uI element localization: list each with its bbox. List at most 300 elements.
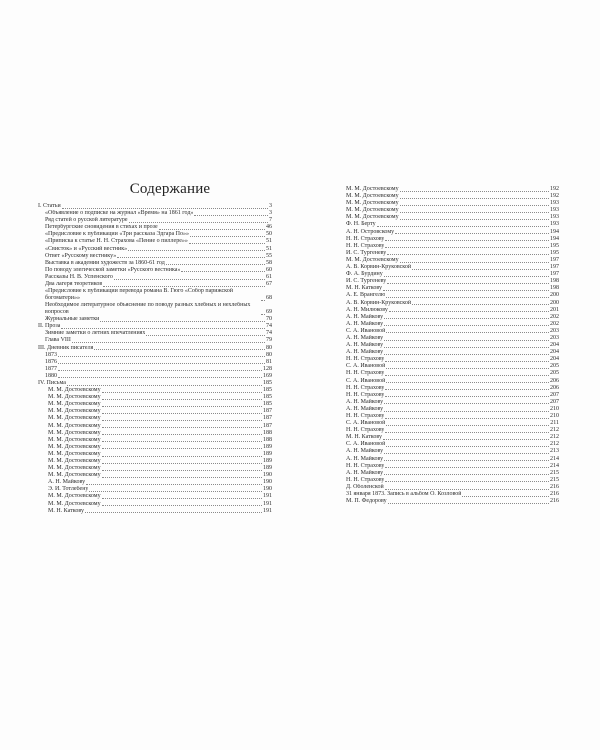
toc-dot-leader [128,249,265,251]
toc-dot-leader [400,218,549,220]
toc-dot-leader [385,395,549,397]
toc-dot-leader [166,263,265,265]
toc-dot-leader [384,473,549,475]
toc-entry-page: 70 [266,316,272,323]
toc-entry-page: 128 [263,365,272,372]
toc-entry-page: 210 [550,405,559,412]
toc-entry [38,288,272,302]
toc-dot-leader [385,466,549,468]
toc-entry-title: «Предисловие к публикации перевода романа В. Гюго «Собор парижской богоматери»» [45,288,233,302]
toc-entry-page: 204 [550,349,559,356]
toc-entry [38,231,272,238]
toc-entry-title: Н. Н. Страхову [346,242,385,249]
toc-entry-page: 197 [550,256,559,263]
toc-entry [38,479,272,486]
toc-dot-leader [386,381,549,383]
toc-entry [336,186,559,193]
toc-entry [38,281,272,288]
toc-entry-title: А. В. Корвин-Круковской [346,264,412,271]
toc-dot-leader [86,483,262,485]
toc-dot-leader [386,424,549,426]
toc-entry [336,214,559,221]
toc-dot-leader [412,268,549,270]
toc-entry [38,316,272,323]
toc-dot-leader [400,190,549,192]
toc-entry-page: 58 [266,259,272,266]
toc-entry [336,250,559,257]
toc-dot-leader [261,299,265,301]
toc-entry-title: 1876 [45,358,57,365]
toc-entry-page: 210 [550,413,559,419]
toc-entry-title: Э. И. Тотлебену [48,486,89,493]
toc-entry-page: 67 [266,281,272,288]
toc-entry-page: 206 [550,377,559,384]
toc-entry-title: Н. Н. Страхову [346,413,385,419]
toc-entry-title: «Приписка к статье Н. Н. Страхова «Пение о пиллере»» [45,238,188,245]
toc-dot-leader [389,310,549,312]
toc-dot-leader [386,367,549,369]
toc-entry [336,448,559,455]
toc-dot-leader [384,275,549,277]
toc-entry-title: Выставка в академии художеств за 1860-61 год [45,259,165,266]
toc-dot-leader [385,239,549,241]
toc-dot-leader [102,433,262,435]
toc-entry-page: 7 [269,217,272,224]
toc-entry [38,359,272,366]
toc-entry-title: А. Н. Майкову [346,320,384,327]
toc-entry-page: 202 [550,313,559,320]
toc-entry-title: М. М. Достоевскому [48,401,101,408]
toc-entry-title: М. М. Достоевскому [346,186,399,192]
toc-entry [38,274,272,281]
toc-dot-leader [383,289,549,291]
toc-dot-leader [384,339,549,341]
toc-entry-page: 61 [266,273,272,280]
toc-dot-leader [384,410,549,412]
toc-entry-page: 191 [263,493,272,500]
toc-entry [38,352,272,359]
toc-entry [38,323,272,330]
toc-entry-title: А. Н. Островскому [346,228,395,235]
toc-entry-title: Д. Оболенской [346,483,384,490]
toc-entry-title: Журнальные заметки [45,316,100,323]
toc-entry-title: А. Н. Майкову [346,469,384,476]
page-title: Содержание [129,181,211,197]
toc-entry-page: 188 [263,436,272,443]
toc-entry [38,472,272,479]
toc-entry-title: А. Н. Майкову [346,334,384,341]
toc-dot-leader [388,502,549,504]
toc-dot-leader [102,412,262,414]
toc-entry [38,224,272,231]
toc-entry-title: Н. Н. Страхову [346,391,385,398]
toc-entry-page: 200 [550,292,559,299]
toc-entry-title: Зимние заметки о летних впечатлениях [45,330,146,337]
toc-entry [336,349,559,356]
toc-dot-leader [102,469,262,471]
toc-entry-page: 205 [550,370,559,377]
toc-dot-leader [102,391,262,393]
toc-entry-page: 198 [550,278,559,285]
toc-entry [38,401,272,408]
toc-entry-title: М. М. Достоевскому [48,408,101,415]
toc-entry-title: Н. Н. Страхову [346,462,385,469]
toc-entry-title: М. М. Достоевскому [48,443,101,450]
toc-entry-page: 74 [266,330,272,337]
toc-entry-title: Ф. А. Бурдину [346,271,383,278]
toc-entry-title: 1873 [45,351,57,358]
toc-entry-page: 207 [550,398,559,405]
toc-entry [336,285,559,292]
toc-entry [38,203,272,210]
toc-dot-leader [102,497,262,499]
toc-dot-leader [383,438,549,440]
toc-dot-leader [102,462,262,464]
toc-entry [38,430,272,437]
toc-dot-leader [58,362,265,364]
toc-entry [336,378,559,385]
toc-dot-leader [159,228,265,230]
toc-entry-page: 203 [550,327,559,334]
toc-entry [336,363,559,370]
toc-entry-page: 190 [263,486,272,493]
toc-entry-title: И. С. Тургеневу [346,278,387,285]
toc-entry [336,434,559,441]
toc-entry-page: 46 [266,224,272,231]
toc-dot-leader [400,261,549,263]
toc-entry [38,373,272,380]
toc-entry [336,427,559,434]
toc-entry-page: 69 [266,309,272,316]
toc-entry-title: II. Проза [38,323,61,330]
toc-dot-leader [385,374,549,376]
toc-entry [336,264,559,271]
toc-entry [336,342,559,349]
toc-entry [336,236,559,243]
toc-dot-leader [400,211,549,213]
toc-entry-page: 194 [550,228,559,235]
toc-entry [38,486,272,493]
toc-entry-page: 206 [550,384,559,391]
toc-entry [38,465,272,472]
toc-entry-title: I. Статьи [38,203,61,209]
toc-entry-title: М. М. Достоевскому [346,207,399,214]
toc-entry-page: 204 [550,356,559,363]
toc-entry-page: 50 [266,231,272,238]
toc-entry-page: 191 [263,507,272,514]
toc-dot-leader [94,348,265,350]
toc-dot-leader [386,296,549,298]
toc-entry [38,210,272,217]
toc-entry-page: 189 [263,458,272,464]
toc-dot-leader [385,431,549,433]
toc-dot-leader [385,417,549,419]
toc-dot-leader [102,455,262,457]
toc-entry [336,207,559,214]
toc-dot-leader [189,242,265,244]
toc-entry-page: 55 [266,252,272,259]
toc-entry-page: 207 [550,391,559,398]
toc-entry [336,271,559,278]
toc-dot-leader [89,490,262,492]
toc-dot-leader [102,405,262,407]
toc-entry-page: 195 [550,249,559,256]
toc-dot-leader [387,282,549,284]
toc-entry [38,366,272,373]
toc-entry-page: 212 [550,441,559,448]
toc-entry [336,229,559,236]
toc-dot-leader [85,511,262,513]
toc-entry-title: М. М. Достоевскому [48,429,101,436]
toc-entry [38,437,272,444]
toc-entry [38,380,272,387]
toc-entry [336,243,559,250]
toc-dot-leader [385,360,549,362]
toc-entry-page: 74 [266,323,272,330]
toc-entry-page: 192 [550,193,559,200]
toc-entry-title: «Свисток» и «Русский вестник» [45,245,128,252]
toc-dot-leader [384,317,549,319]
toc-entry-title: 31 января 1873. Запись в альбом О. Козловой [346,491,462,498]
toc-entry [38,217,272,224]
toc-entry-page: 80 [266,351,272,358]
toc-entry-title: Н. Н. Страхову [346,427,385,434]
toc-entry [336,420,559,427]
toc-entry-title: М. М. Достоевскому [48,422,101,429]
toc-entry-page: 204 [550,342,559,349]
toc-entry [336,441,559,448]
toc-entry-page: 185 [263,379,272,386]
toc-dot-leader [377,225,549,227]
toc-entry-title: М. М. Достоевскому [346,256,399,263]
toc-entry-title: М. М. Достоевскому [48,472,101,479]
toc-dot-leader [384,346,549,348]
toc-entry-page: 212 [550,427,559,434]
toc-entry-title: М. М. Достоевскому [48,465,101,472]
toc-dot-leader [462,495,549,497]
toc-dot-leader [102,476,262,478]
toc-entry-page: 213 [550,448,559,455]
toc-entry [38,394,272,401]
toc-entry-page: 216 [550,498,559,505]
toc-entry-page: 201 [550,306,559,313]
toc-entry-title: А. Н. Майкову [346,405,384,412]
toc-dot-leader [261,313,265,315]
toc-entry-page: 79 [266,337,272,344]
toc-entry [336,370,559,377]
toc-entry-title: Рассказы Н. В. Успенского [45,273,113,280]
toc-entry [336,463,559,470]
toc-entry [336,257,559,264]
toc-entry [38,238,272,245]
toc-dot-leader [102,447,262,449]
toc-entry-page: 195 [550,242,559,249]
toc-entry [336,491,559,498]
toc-entry-page: 3 [269,210,272,217]
toc-entry [38,260,272,267]
toc-entry-title: А. Н. Майкову [346,398,384,405]
toc-entry [336,193,559,200]
toc-entry [336,413,559,420]
toc-entry-page: 51 [266,245,272,252]
toc-entry-page: 189 [263,465,272,472]
toc-right-column [336,186,559,505]
toc-entry-title: «Предисловие к публикации «Три рассказа Эдгара По»» [45,231,189,238]
toc-entry-page: 185 [263,387,272,394]
toc-entry-title: А. Н. Милюкову [346,306,388,313]
toc-entry [38,493,272,500]
toc-dot-leader [384,459,549,461]
toc-entry-title: М. М. Достоевскому [48,436,101,443]
toc-entry-title: М. М. Достоевскому [346,200,399,207]
toc-entry-page: 202 [550,320,559,327]
toc-entry-title: IV. Письма [38,379,66,386]
toc-entry-title: А. Н. Майкову [346,313,384,320]
toc-entry-title: М. Н. Каткову [48,507,84,514]
toc-entry-title: Н. Н. Страхову [346,235,385,242]
toc-entry-page: 215 [550,469,559,476]
toc-entry [336,307,559,314]
toc-dot-leader [72,341,265,343]
toc-dot-leader [412,303,549,305]
toc-entry-page: 51 [266,238,272,245]
toc-dot-leader [400,204,549,206]
toc-entry-title: М. М. Достоевскому [346,193,399,200]
toc-dot-leader [181,270,265,272]
toc-entry [336,406,559,413]
toc-dot-leader [67,384,262,386]
toc-dot-leader [102,426,262,428]
toc-dot-leader [190,235,265,237]
toc-entry [336,470,559,477]
toc-entry [38,337,272,344]
toc-entry-page: 193 [550,207,559,214]
toc-entry [38,408,272,415]
toc-left-column [38,203,272,515]
toc-entry-page: 68 [266,295,272,302]
toc-dot-leader [385,488,549,490]
toc-dot-leader [102,419,262,421]
toc-dot-leader [384,452,549,454]
toc-entry [38,508,272,515]
toc-dot-leader [117,256,265,258]
toc-entry [38,302,272,316]
toc-entry-page: 203 [550,334,559,341]
toc-dot-leader [58,355,265,357]
toc-entry-page: 187 [263,415,272,422]
toc-entry [38,423,272,430]
toc-entry-page: 197 [550,271,559,278]
toc-dot-leader [102,504,262,506]
toc-entry-page: 190 [263,472,272,479]
toc-entry-title: М. М. Достоевскому [48,458,101,464]
toc-entry-title: А. Е. Врангелю [346,292,386,299]
toc-entry-title: А. Н. Майкову [48,479,86,486]
toc-dot-leader [384,324,549,326]
toc-entry-page: 216 [550,483,559,490]
toc-dot-leader [114,278,265,280]
toc-entry-title: Глава VIII [45,337,71,344]
toc-entry-page: 215 [550,476,559,483]
toc-entry [336,300,559,307]
toc-entry-page: 189 [263,450,272,457]
toc-entry-title: М. М. Достоевскому [48,450,101,457]
toc-entry [38,444,272,451]
toc-entry-page: 214 [550,455,559,462]
toc-dot-leader [103,285,265,287]
toc-entry [336,292,559,299]
toc-entry-title: III. Дневник писателя [38,344,94,351]
toc-entry [38,501,272,508]
toc-entry [336,392,559,399]
toc-entry-title: 1877 [45,365,57,372]
toc-entry-title: А. В. Корвин-Круковской [346,299,412,306]
toc-entry [336,484,559,491]
toc-entry-title: 1880 [45,372,57,379]
toc-dot-leader [385,388,549,390]
toc-entry-page: 190 [263,479,272,486]
toc-dot-leader [62,207,268,209]
toc-entry-page: 169 [263,372,272,379]
toc-entry-title: С. А. Ивановой [346,377,386,384]
toc-entry [336,456,559,463]
toc-entry-title: А. Н. Майкову [346,455,384,462]
toc-entry-page: 189 [263,443,272,450]
toc-dot-leader [100,320,265,322]
toc-entry-title: М. М. Достоевскому [48,493,101,500]
toc-dot-leader [385,246,549,248]
toc-entry-page: 187 [263,422,272,429]
toc-entry-title: И. С. Тургеневу [346,249,387,256]
toc-entry-title: М. М. Достоевскому [48,394,101,401]
toc-entry [38,451,272,458]
toc-entry-page: 216 [550,491,559,498]
toc-entry-title: Два лагеря теоретиков [45,281,103,288]
toc-entry-page: 193 [550,200,559,207]
toc-entry-title: А. Н. Майкову [346,349,384,356]
toc-dot-leader [102,440,262,442]
toc-entry-page: 193 [550,221,559,228]
toc-dot-leader [385,480,549,482]
toc-entry [336,356,559,363]
toc-entry [336,314,559,321]
toc-entry [336,200,559,207]
toc-dot-leader [386,331,549,333]
toc-entry-page: 193 [550,214,559,221]
toc-entry-title: М. М. Достоевскому [346,214,399,221]
toc-entry-page: 214 [550,462,559,469]
toc-entry-page: 212 [550,434,559,441]
toc-entry-title: М. П. Федорову [346,498,387,505]
toc-dot-leader [386,445,549,447]
toc-entry-page: 185 [263,394,272,401]
toc-entry-title: А. Н. Майкову [346,342,384,349]
toc-entry-title: «Объявление о подписке на журнал «Время» на 1861 год» [45,210,194,217]
toc-entry [336,321,559,328]
toc-entry [38,415,272,422]
toc-entry-title: Ряд статей о русской литературе [45,217,128,224]
toc-entry-page: 211 [550,420,559,427]
toc-entry-page: 188 [263,429,272,436]
toc-entry-page: 192 [550,186,559,192]
toc-entry-page: 191 [263,500,272,507]
toc-dot-leader [384,402,549,404]
toc-entry-title: М. М. Достоевскому [48,387,101,394]
toc-entry-page: 200 [550,299,559,306]
toc-entry-title: Н. Н. Страхову [346,356,385,363]
toc-entry [38,267,272,274]
toc-entry [38,330,272,337]
